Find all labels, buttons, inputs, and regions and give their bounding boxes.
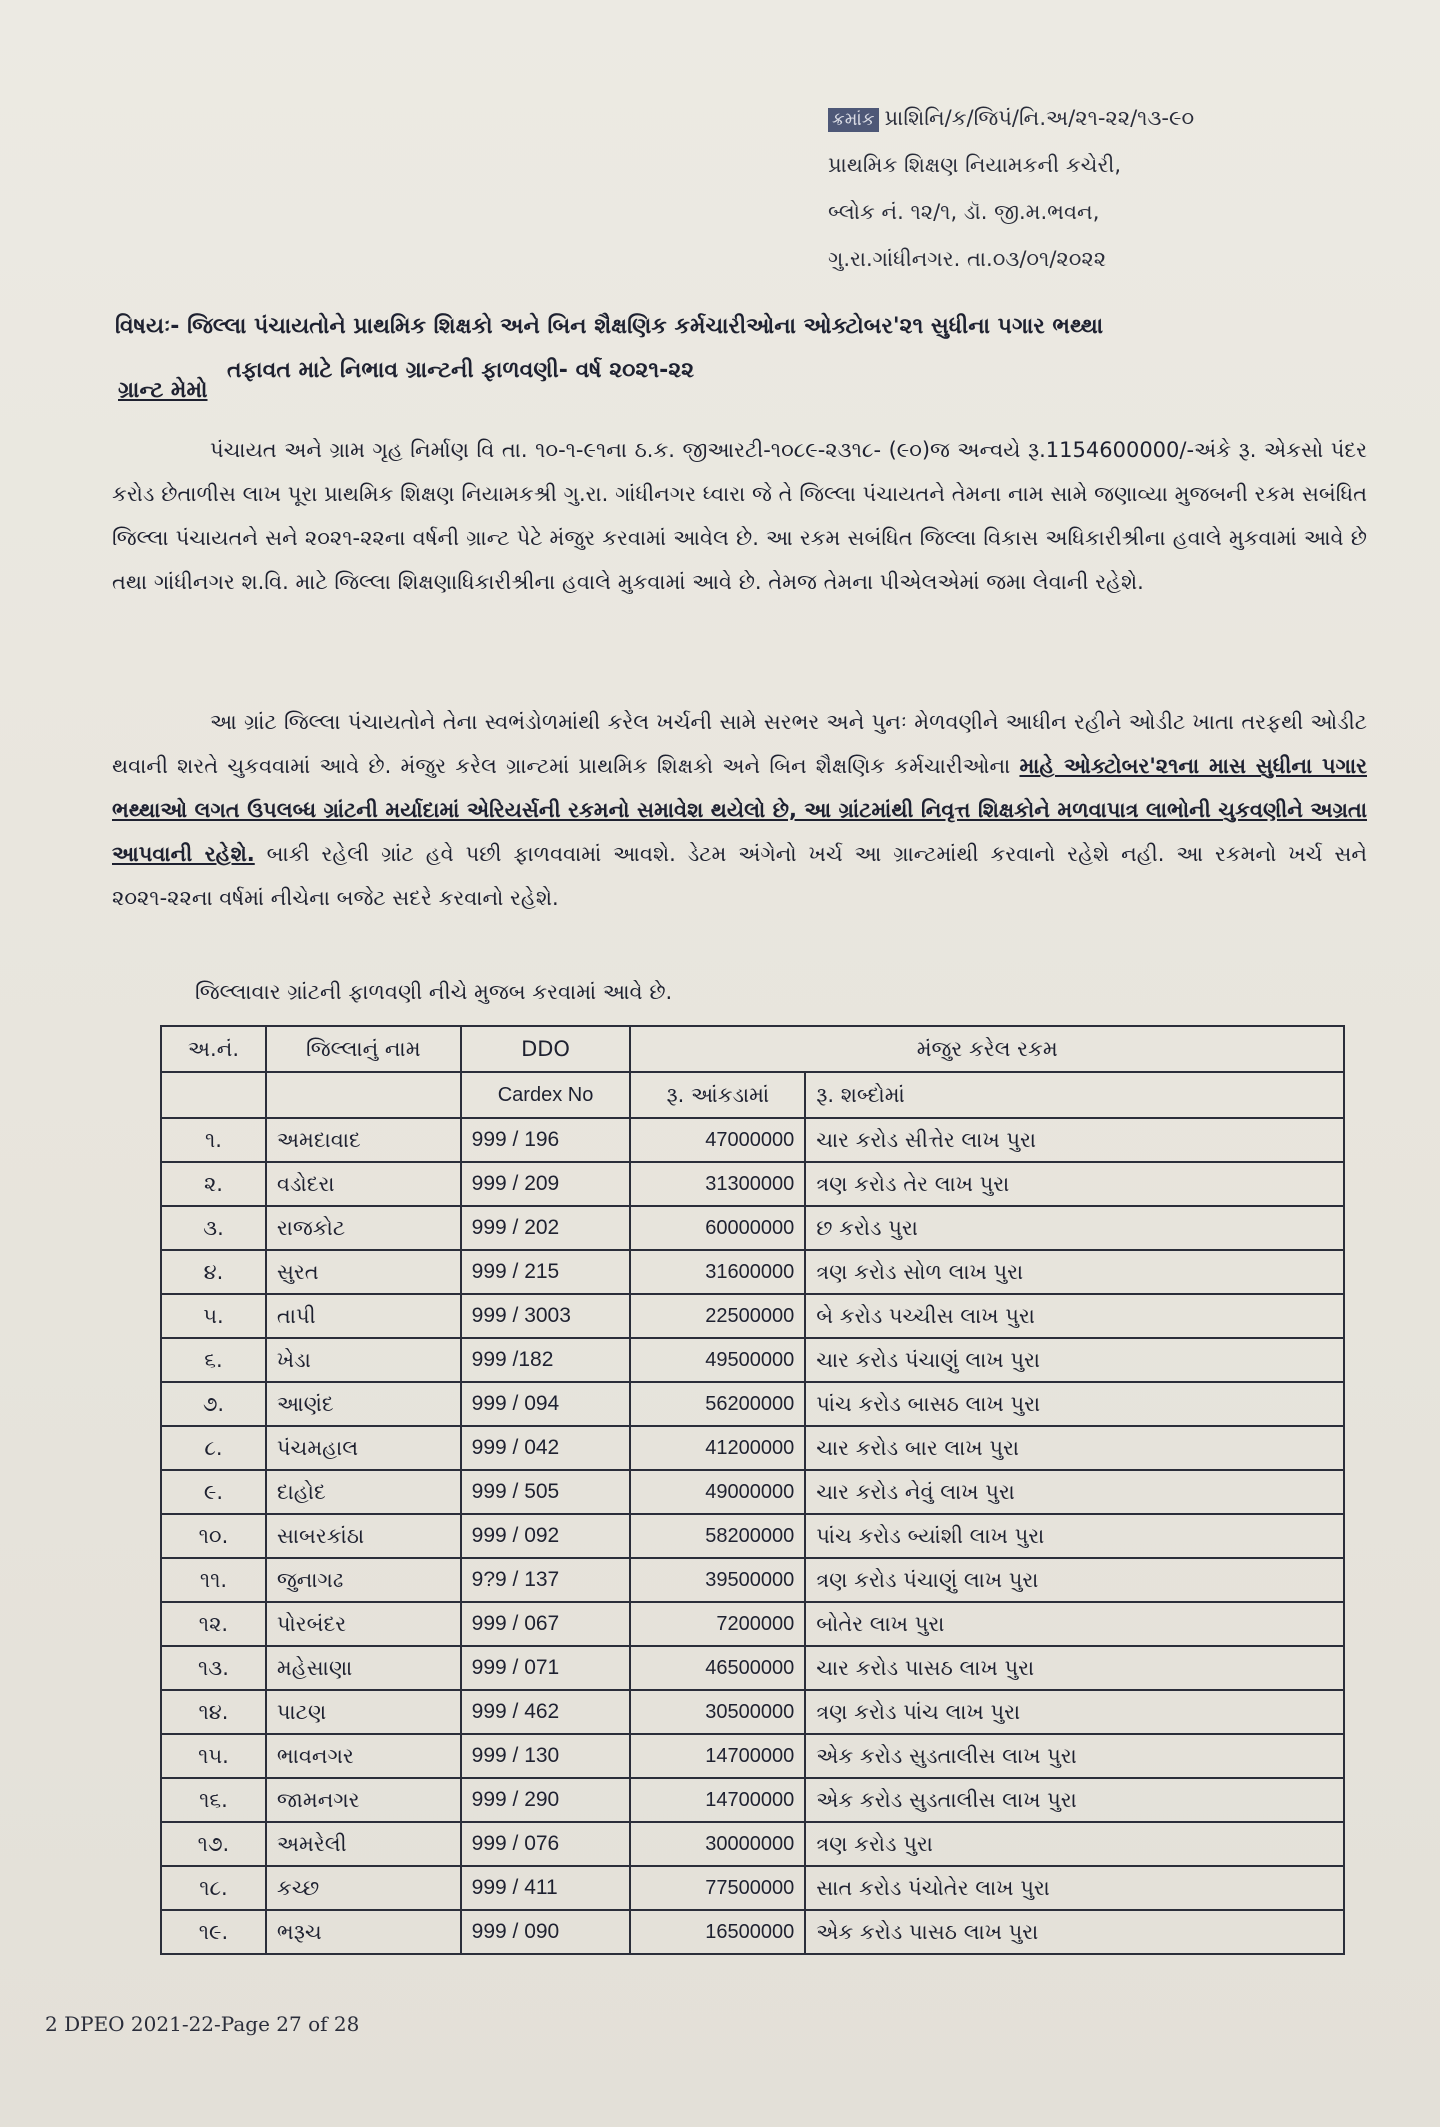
- table-row: [161, 1646, 1344, 1690]
- office-name: પ્રાથમિક શિક્ષણ નિયામકની કચેરી,: [828, 153, 1122, 177]
- amount-figures-cell: 77500000: [630, 1866, 805, 1910]
- serial-cell: ૯.: [161, 1470, 266, 1514]
- district-cell: પાટણ: [266, 1690, 461, 1734]
- serial-cell: ૩.: [161, 1206, 266, 1250]
- amount-figures-cell: 31600000: [630, 1250, 805, 1294]
- table-row: [161, 1162, 1344, 1206]
- amount-figures-cell: 30000000: [630, 1822, 805, 1866]
- table-caption: જિલ્લાવાર ગ્રાંટની ફાળવણી નીચે મુજબ કરવામાં આવે છે.: [195, 980, 673, 1004]
- serial-cell: ૬.: [161, 1338, 266, 1382]
- paragraph-2: [112, 700, 1367, 920]
- office-address: બ્લોક નં. ૧૨/૧, ડૉ. જી.મ.ભવન,: [828, 200, 1100, 224]
- cardex-cell: 999 / 042: [461, 1426, 631, 1470]
- amount-figures-cell: 41200000: [630, 1426, 805, 1470]
- cardex-cell: 999 / 209: [461, 1162, 631, 1206]
- amount-words-cell: ત્રણ કરોડ પુરા: [805, 1822, 1344, 1866]
- amount-words-cell: ત્રણ કરોડ સોળ લાખ પુરા: [805, 1250, 1344, 1294]
- cardex-cell: 999 / 290: [461, 1778, 631, 1822]
- district-cell: મહેસાણા: [266, 1646, 461, 1690]
- reference-number: પ્રાશિનિ/ક/જિપં/નિ.અ/૨૧-૨૨/૧૩-૯૦: [884, 106, 1195, 130]
- cardex-cell: 999 / 462: [461, 1690, 631, 1734]
- amount-words-cell: ચાર કરોડ સીત્તેર લાખ પુરા: [805, 1118, 1344, 1162]
- table-row: [161, 1338, 1344, 1382]
- header-district: જિલ્લાનું નામ: [266, 1026, 461, 1072]
- district-cell: પોરબંદર: [266, 1602, 461, 1646]
- amount-words-cell: એક કરોડ સુડતાલીસ લાખ પુરા: [805, 1734, 1344, 1778]
- serial-cell: ૪.: [161, 1250, 266, 1294]
- table-row: [161, 1910, 1344, 1954]
- table-row: [161, 1778, 1344, 1822]
- amount-figures-cell: 14700000: [630, 1778, 805, 1822]
- serial-cell: ૧૮.: [161, 1866, 266, 1910]
- amount-words-cell: પાંચ કરોડ બ્યાંશી લાખ પુરા: [805, 1514, 1344, 1558]
- serial-cell: ૧૧.: [161, 1558, 266, 1602]
- serial-cell: ૫.: [161, 1294, 266, 1338]
- paragraph-2-part-1: આ ગ્રાંટ જિલ્લા પંચાયતોને તેના સ્વભંડોળમાંથી કરેલ ખર્ચની સામે સરભર અને પુનઃ મેળવણીને આધીન રહીને ઓડીટ ખાતા તરફથી ઓડીટ થવાની શરતે ચુકવવામાં આવે છે. મંજુર કરેલ ગ્રાન્ટમાં પ્રાથમિક શિક્ષકો અને બિન શૈક્ષણિક કર્મચારીઓના: [112, 710, 1367, 778]
- amount-figures-cell: 31300000: [630, 1162, 805, 1206]
- district-cell: તાપી: [266, 1294, 461, 1338]
- amount-figures-cell: 47000000: [630, 1118, 805, 1162]
- cardex-cell: 999 / 130: [461, 1734, 631, 1778]
- amount-words-cell: પાંચ કરોડ બાસઠ લાખ પુરા: [805, 1382, 1344, 1426]
- table-row: [161, 1470, 1344, 1514]
- district-cell: પંચમહાલ: [266, 1426, 461, 1470]
- paragraph-1: [112, 428, 1367, 604]
- cardex-cell: 999 / 092: [461, 1514, 631, 1558]
- cardex-cell: 999 / 076: [461, 1822, 631, 1866]
- cardex-cell: 999 / 067: [461, 1602, 631, 1646]
- amount-words-cell: ચાર કરોડ પાસઠ લાખ પુરા: [805, 1646, 1344, 1690]
- reference-number-line: [828, 95, 1388, 142]
- amount-figures-cell: 60000000: [630, 1206, 805, 1250]
- table-row: [161, 1382, 1344, 1426]
- table-subheader-row: [161, 1072, 1344, 1118]
- serial-cell: ૧૪.: [161, 1690, 266, 1734]
- table-header-row: [161, 1026, 1344, 1072]
- serial-cell: ૧૬.: [161, 1778, 266, 1822]
- table-row: [161, 1206, 1344, 1250]
- amount-figures-cell: 49500000: [630, 1338, 805, 1382]
- table-row: [161, 1294, 1344, 1338]
- cardex-cell: 999 / 202: [461, 1206, 631, 1250]
- subheader-serial-blank: [161, 1072, 266, 1118]
- table-row: [161, 1690, 1344, 1734]
- amount-words-cell: બે કરોડ પચ્ચીસ લાખ પુરા: [805, 1294, 1344, 1338]
- grant-table: [160, 1025, 1345, 1955]
- cardex-cell: 999 /182: [461, 1338, 631, 1382]
- district-cell: રાજકોટ: [266, 1206, 461, 1250]
- serial-cell: ૧૨.: [161, 1602, 266, 1646]
- amount-words-cell: ચાર કરોડ નેવું લાખ પુરા: [805, 1470, 1344, 1514]
- amount-words-cell: ચાર કરોડ પંચાણું લાખ પુરા: [805, 1338, 1344, 1382]
- amount-words-cell: ત્રણ કરોડ પંચાણું લાખ પુરા: [805, 1558, 1344, 1602]
- amount-figures-cell: 46500000: [630, 1646, 805, 1690]
- header-figures: રૂ. આંકડામાં: [630, 1072, 805, 1118]
- serial-cell: ૧૯.: [161, 1910, 266, 1954]
- serial-cell: ૨.: [161, 1162, 266, 1206]
- amount-figures-cell: 16500000: [630, 1910, 805, 1954]
- serial-cell: ૧.: [161, 1118, 266, 1162]
- header-amount: મંજુર કરેલ રકમ: [630, 1026, 1344, 1072]
- cardex-cell: 999 / 094: [461, 1382, 631, 1426]
- serial-cell: ૧૦.: [161, 1514, 266, 1558]
- paragraph-2-part-2: બાકી રહેલી ગ્રાંટ હવે પછી ફાળવવામાં આવશે. ડેટમ અંગેનો ખર્ચ આ ગ્રાન્ટમાંથી કરવાનો રહેશે નહી. આ રકમનો ખર્ચ સને ૨૦૨૧-૨૨ના વર્ષમાં નીચેના બજેટ સદરે કરવાનો રહેશે.: [112, 842, 1367, 910]
- subheader-district-blank: [266, 1072, 461, 1118]
- subject-line-1: વિષયઃ- જિલ્લા પંચાયતોને પ્રાથમિક શિક્ષકો અને બિન શૈક્ષણિક કર્મચારીઓના ઓક્ટોબર'૨૧ સુધીના પગાર ભથ્થા: [115, 314, 1104, 339]
- amount-figures-cell: 30500000: [630, 1690, 805, 1734]
- amount-figures-cell: 56200000: [630, 1382, 805, 1426]
- district-cell: ખેડા: [266, 1338, 461, 1382]
- district-cell: આણંદ: [266, 1382, 461, 1426]
- district-cell: જામનગર: [266, 1778, 461, 1822]
- city-date: ગુ.રા.ગાંધીનગર. તા.૦૩/૦૧/૨૦૨૨: [828, 247, 1107, 271]
- amount-figures-cell: 58200000: [630, 1514, 805, 1558]
- subject: [115, 305, 1365, 393]
- paragraph-2-underlined: માહે ઓક્ટોબર'૨૧ના માસ સુધીના પગાર ભથ્થાઓ લગત ઉપલબ્ધ ગ્રાંટની મર્યાદામાં એરિયર્સની રકમનો સમાવેશ થયેલો છે, આ ગ્રાંટમાંથી નિવૃત્ત શિક્ષકોને મળવાપાત્ર લાભોની ચુકવણીને અગ્રતા આપવાની રહેશે.: [112, 754, 1367, 866]
- amount-words-cell: ત્રણ કરોડ પાંચ લાખ પુરા: [805, 1690, 1344, 1734]
- district-cell: વડોદરા: [266, 1162, 461, 1206]
- amount-words-cell: સાત કરોડ પંચોતેર લાખ પુરા: [805, 1866, 1344, 1910]
- serial-cell: ૧૫.: [161, 1734, 266, 1778]
- district-cell: દાહોદ: [266, 1470, 461, 1514]
- amount-figures-cell: 39500000: [630, 1558, 805, 1602]
- serial-cell: ૮.: [161, 1426, 266, 1470]
- header-cardex: Cardex No: [461, 1072, 631, 1118]
- amount-figures-cell: 7200000: [630, 1602, 805, 1646]
- district-cell: કચ્છ: [266, 1866, 461, 1910]
- table-body: [161, 1118, 1344, 1954]
- table-row: [161, 1250, 1344, 1294]
- district-cell: ભાવનગર: [266, 1734, 461, 1778]
- memo-heading: ગ્રાન્ટ મેમો: [118, 378, 208, 403]
- cardex-cell: 999 / 196: [461, 1118, 631, 1162]
- header-serial: અ.નં.: [161, 1026, 266, 1072]
- cardex-cell: 999 / 505: [461, 1470, 631, 1514]
- table-row: [161, 1558, 1344, 1602]
- district-cell: અમદાવાદ: [266, 1118, 461, 1162]
- amount-words-cell: બોતેર લાખ પુરા: [805, 1602, 1344, 1646]
- amount-words-cell: ત્રણ કરોડ તેર લાખ પુરા: [805, 1162, 1344, 1206]
- table-row: [161, 1734, 1344, 1778]
- table-row: [161, 1426, 1344, 1470]
- district-cell: સુરત: [266, 1250, 461, 1294]
- cardex-cell: 999 / 411: [461, 1866, 631, 1910]
- amount-figures-cell: 22500000: [630, 1294, 805, 1338]
- cardex-cell: 999 / 090: [461, 1910, 631, 1954]
- table-row: [161, 1822, 1344, 1866]
- serial-cell: ૧૩.: [161, 1646, 266, 1690]
- cardex-cell: 999 / 071: [461, 1646, 631, 1690]
- amount-words-cell: એક કરોડ સુડતાલીસ લાખ પુરા: [805, 1778, 1344, 1822]
- district-cell: સાબરકાંઠા: [266, 1514, 461, 1558]
- table-row: [161, 1514, 1344, 1558]
- reference-block: [828, 95, 1388, 283]
- subject-line-2: તફાવત માટે નિભાવ ગ્રાન્ટની ફાળવણી- વર્ષ ૨૦૨૧-૨૨: [227, 358, 695, 383]
- header-ddo: DDO: [461, 1026, 631, 1072]
- amount-words-cell: એક કરોડ પાસઠ લાખ પુરા: [805, 1910, 1344, 1954]
- cardex-cell: 9?9 / 137: [461, 1558, 631, 1602]
- amount-figures-cell: 49000000: [630, 1470, 805, 1514]
- paragraph-1-text: પંચાયત અને ગ્રામ ગૃહ નિર્માણ વિ તા. ૧૦-૧-૯૧ના ઠ.ક. જીઆરટી-૧૦૮૯-૨૩૧૮- (૯૦)જ અન્વયે રૂ.1154600000/-અંકે રૂ. એકસો પંદર કરોડ છેતાળીસ લાખ પૂરા પ્રાથમિક શિક્ષણ નિયામકશ્રી ગુ.રા. ગાંધીનગર ધ્વારા જે તે જિલ્લા પંચાયતને તેમના નામ સામે જણાવ્યા મુજબની રકમ સબંધિત જિલ્લા પંચાયતને સને ૨૦૨૧-૨૨ના વર્ષની ગ્રાન્ટ પેટે મંજુર કરવામાં આવેલ છે. આ રકમ સબંધિત જિલ્લા વિકાસ અધિકારીશ્રીના હવાલે મુકવામાં આવે છે તથા ગાંધીનગર શ.વિ. માટે જિલ્લા શિક્ષણાધિકારીશ્રીના હવાલે મુકવામાં આવે છે. તેમજ તેમના પીએલએમાં જમા લેવાની રહેશે.: [112, 438, 1367, 594]
- district-cell: જુનાગઢ: [266, 1558, 461, 1602]
- cardex-cell: 999 / 215: [461, 1250, 631, 1294]
- amount-words-cell: ચાર કરોડ બાર લાખ પુરા: [805, 1426, 1344, 1470]
- cardex-cell: 999 / 3003: [461, 1294, 631, 1338]
- table-row: [161, 1602, 1344, 1646]
- district-cell: અમરેલી: [266, 1822, 461, 1866]
- serial-cell: ૭.: [161, 1382, 266, 1426]
- district-cell: ભરૂચ: [266, 1910, 461, 1954]
- header-words: રૂ. શબ્દોમાં: [805, 1072, 1344, 1118]
- reference-label: ક્રમાંક: [828, 108, 879, 132]
- table-row: [161, 1866, 1344, 1910]
- serial-cell: ૧૭.: [161, 1822, 266, 1866]
- amount-words-cell: છ કરોડ પુરા: [805, 1206, 1344, 1250]
- amount-figures-cell: 14700000: [630, 1734, 805, 1778]
- table-row: [161, 1118, 1344, 1162]
- page-footer: 2 DPEO 2021-22-Page 27 of 28: [45, 2012, 360, 2036]
